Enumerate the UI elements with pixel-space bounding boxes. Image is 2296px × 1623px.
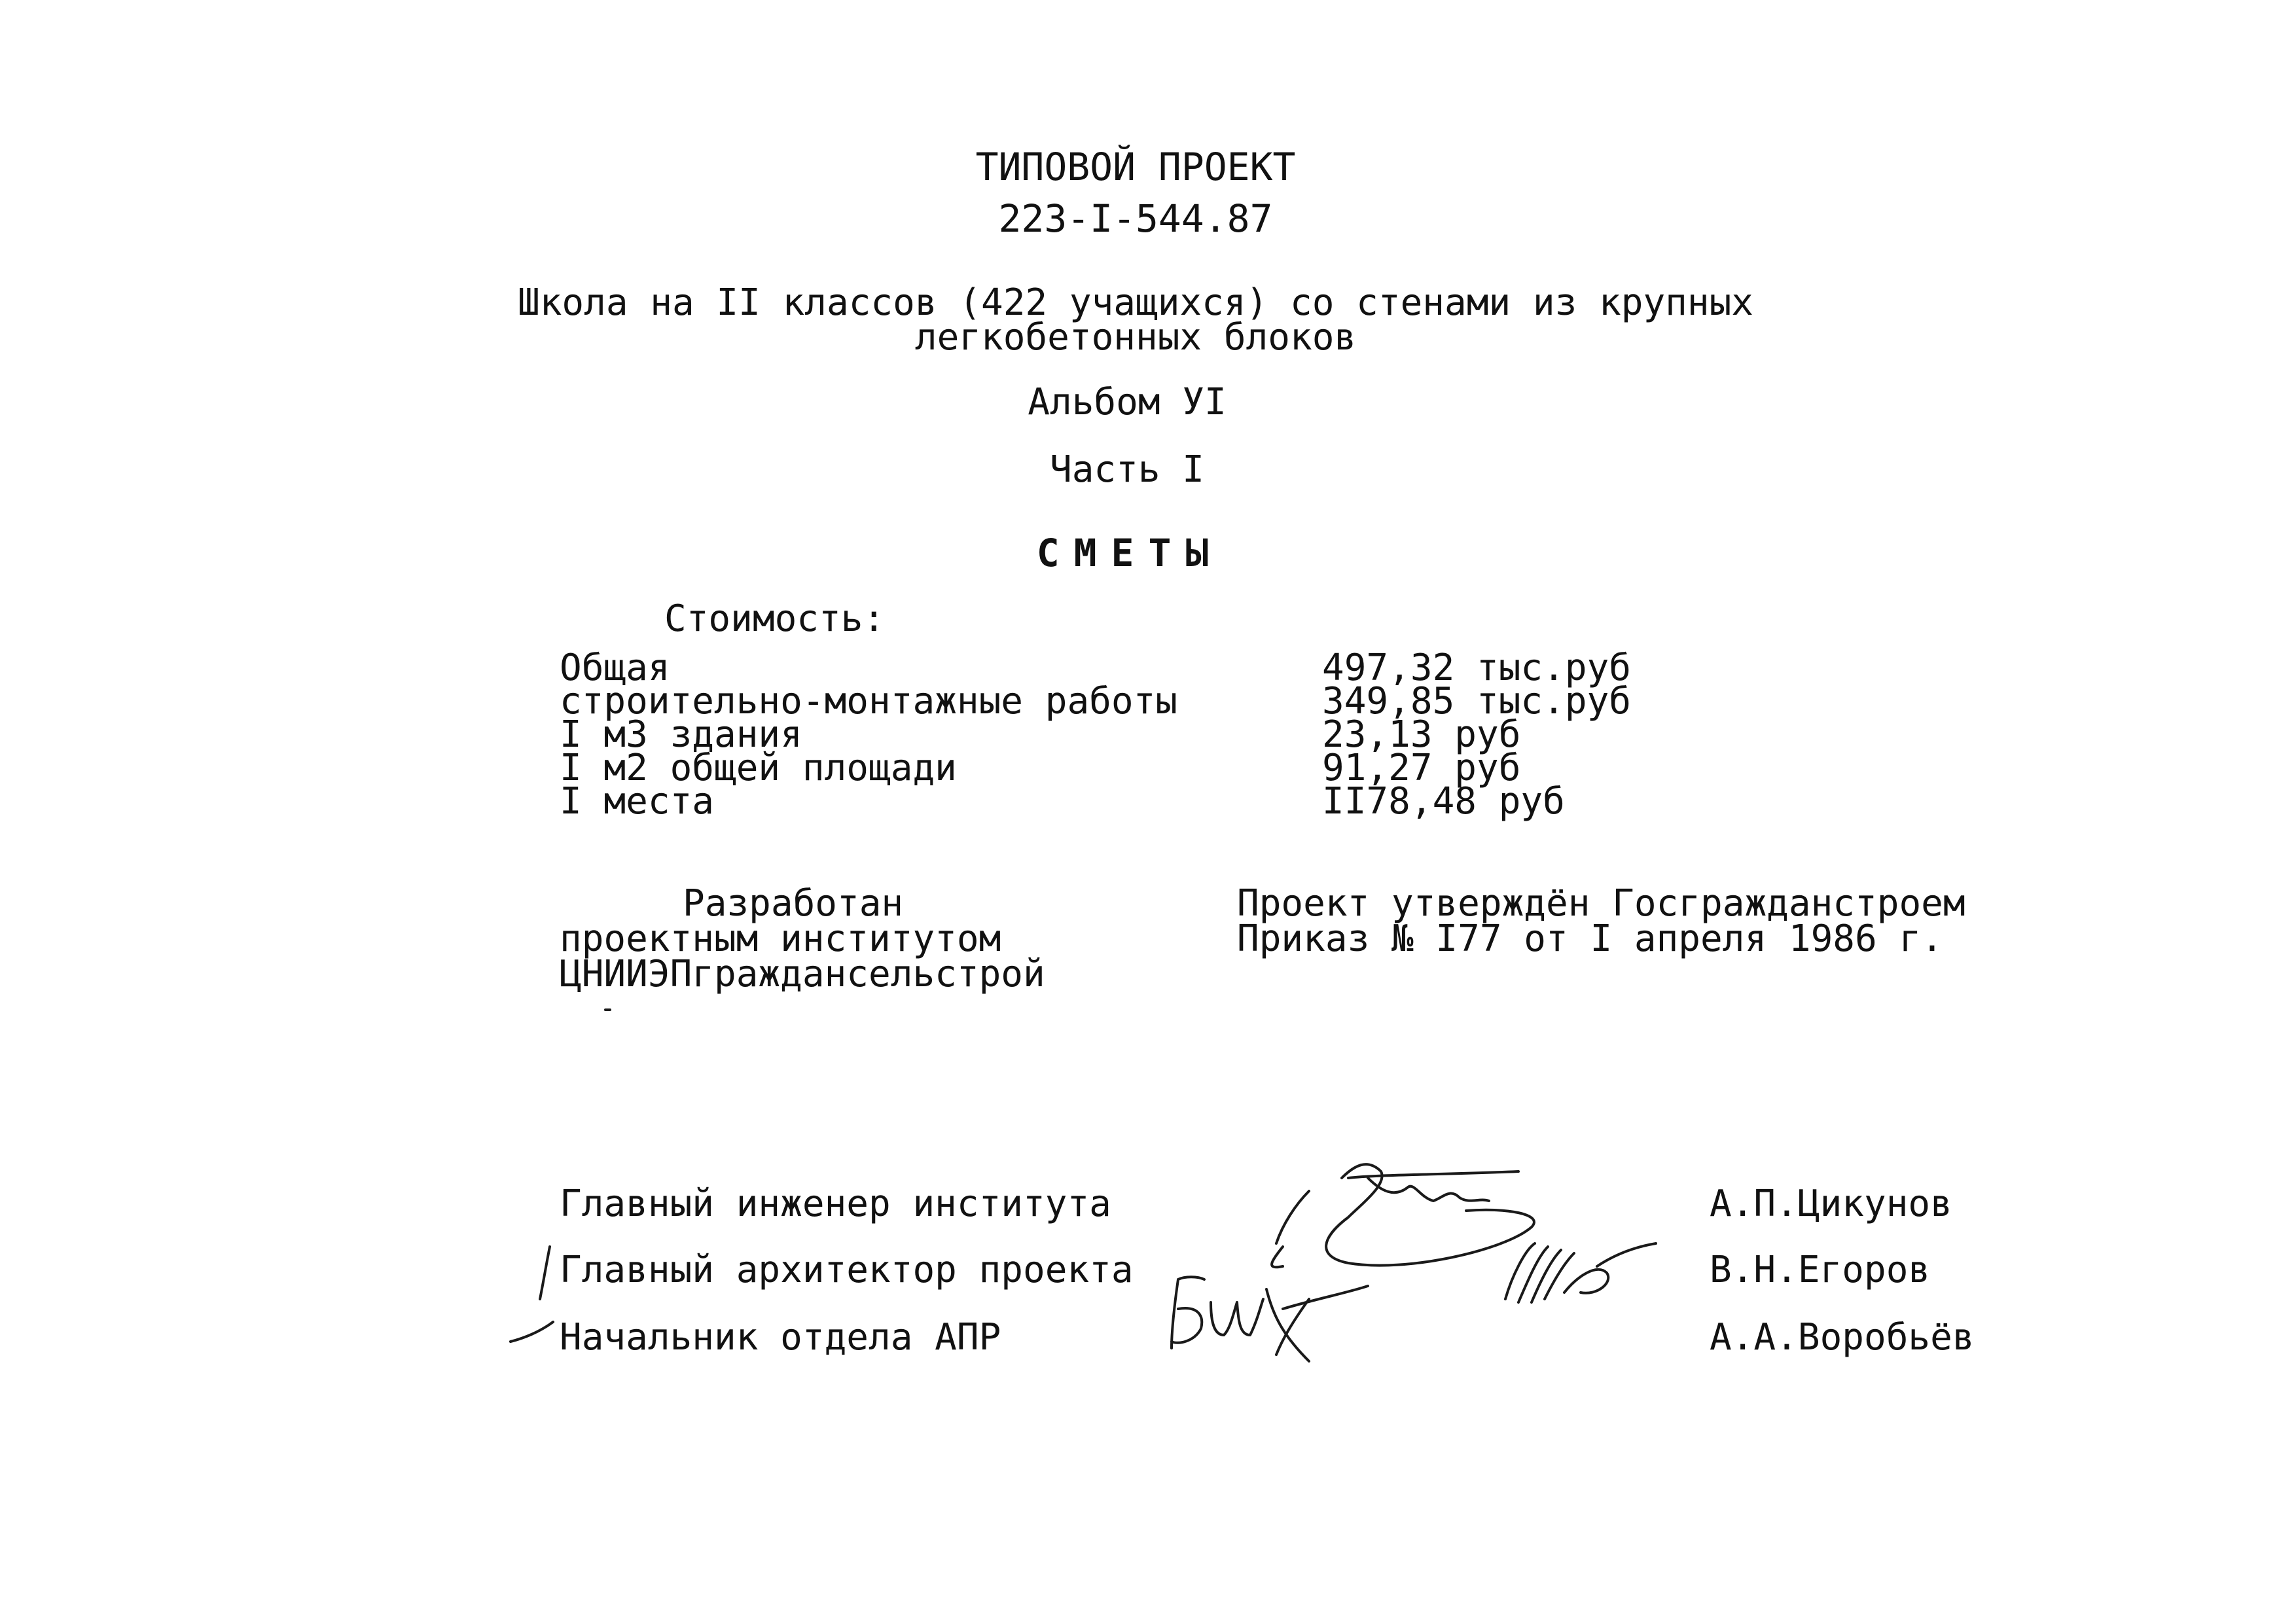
approval-line1: Проект утверждён Госгражданстроем [1237,882,1965,925]
cost-label-per-m2: I м2 общей площади [560,747,957,789]
cost-value-per-m2: 91,27 руб [1322,747,1521,789]
cost-label-total: Общая [560,647,670,689]
cost-label-per-place: I места [560,780,715,823]
signature-flourish [1272,1191,1309,1267]
signatory-name-vorobyov: А.А.Воробьёв [1710,1316,1975,1359]
signatory-position-chief-engineer: Главный инженер института [560,1183,1111,1225]
cost-value-per-place: II78,48 руб [1322,780,1565,823]
document-type-label: ТИПОВОЙ ПРОЕКТ [975,145,1296,189]
cost-value-construction: 349,85 тыс.руб [1322,680,1632,722]
approval-order: Приказ № I77 от I апреля 1986 г. [1237,918,1943,960]
developer-line2: проектным институтом [560,918,1001,960]
signature-chief-architect [1505,1243,1656,1302]
signature-department-head [1172,1277,1368,1361]
margin-mark-1 [540,1247,550,1299]
project-description-line1: Школа на II классов (422 учащихся) со стенами из крупных [517,281,1754,324]
cost-value-total: 497,32 тыс.руб [1322,647,1632,689]
section-title: СМЕТЫ [1036,531,1223,575]
cost-label-construction: строительно-монтажные работы [560,680,1178,722]
margin-mark-2 [511,1322,553,1342]
signature-chief-engineer [1326,1164,1534,1265]
album-label: Альбом УI [1028,381,1227,423]
signatory-name-tsikunov: А.П.Цикунов [1710,1183,1952,1225]
cost-value-per-m3: 23,13 руб [1322,713,1521,756]
project-description-line2: легкобетонных блоков [914,316,1357,359]
project-number: 223-I-544.87 [998,196,1273,241]
signatory-name-egorov: В.Н.Егоров [1710,1249,1931,1291]
signatory-position-chief-architect: Главный архитектор проекта [560,1249,1134,1291]
cost-label-per-m3: I м3 здания [560,713,802,756]
signatory-position-department-head: Начальник отдела АПР [560,1316,1001,1359]
developer-line1: Разработан [683,882,904,925]
cost-heading: Стоимость: [664,597,886,640]
part-label: Часть I [1049,448,1205,491]
developer-institute: ЦНИИЭПграждансельстрой [560,953,1045,995]
